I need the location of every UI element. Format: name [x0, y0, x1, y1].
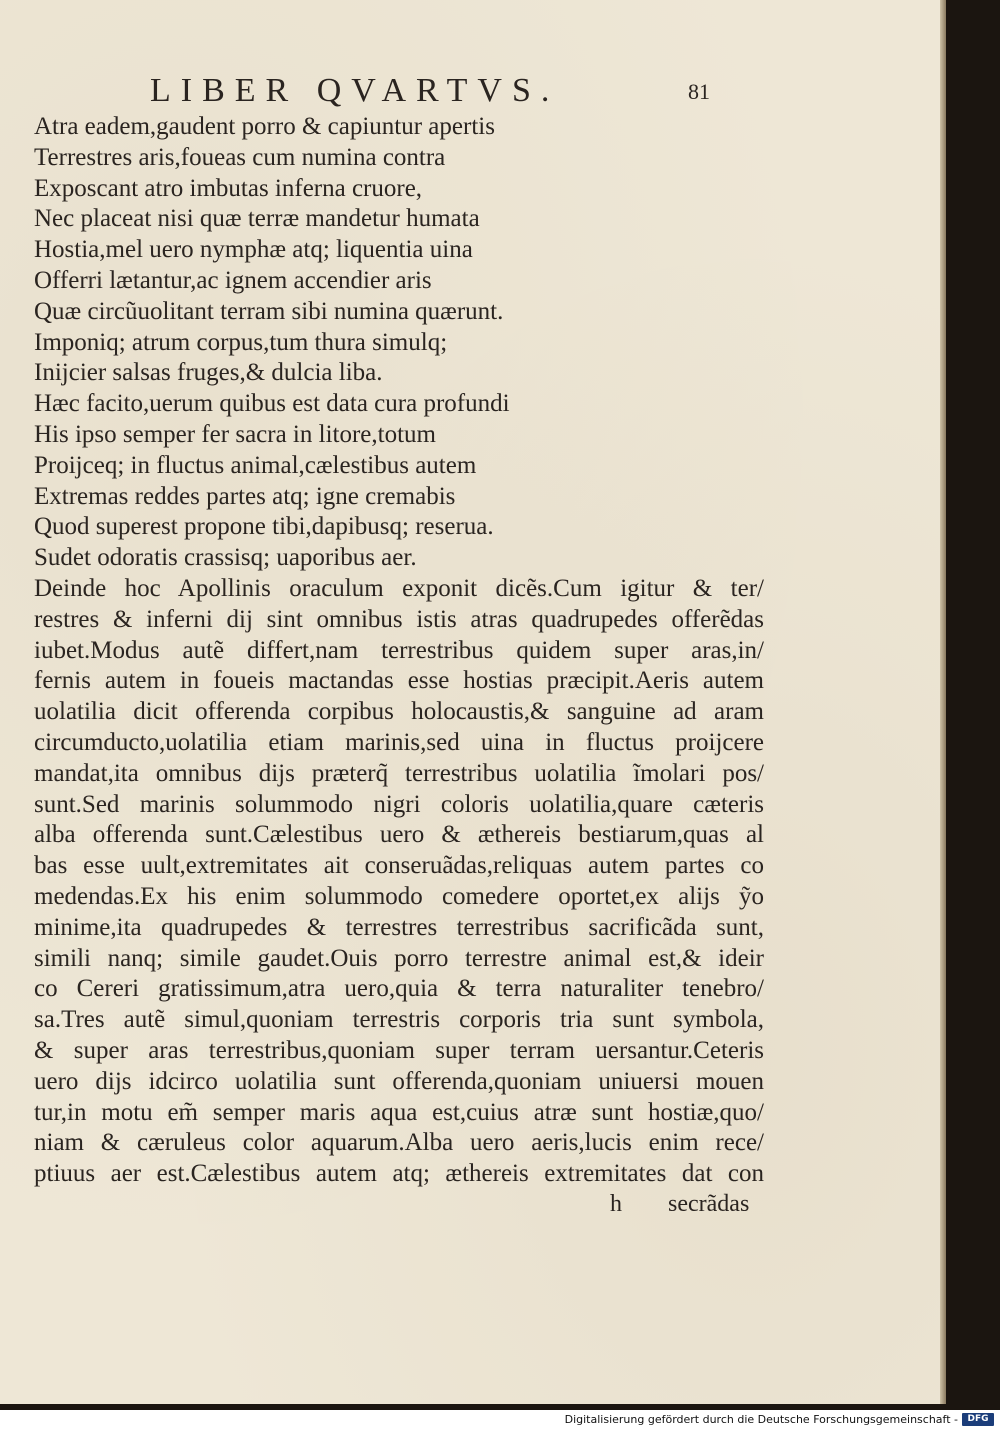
verse-line: Hostia,mel uero nymphæ atq; liquentia uina: [34, 236, 473, 264]
prose-line: uolatilia dicit offerenda corpibus holocaustis,& sanguine ad aram: [34, 698, 764, 726]
prose-block: [34, 574, 774, 1190]
dfg-logo: DFG: [962, 1413, 994, 1426]
prose-line: niam & cæruleus color aquarum.Alba uero aeris,lucis enim rece/: [34, 1129, 764, 1157]
text-block: [34, 112, 774, 1190]
prose-line: minime,ita quadrupedes & terrestres terrestribus sacrificãda sunt,: [34, 913, 764, 941]
verse-line: Exposcant atro imbutas inferna cruore,: [34, 174, 423, 202]
prose-line: tur,in motu em̃ semper maris aqua est,cuius atræ sunt hostiæ,quo/: [34, 1098, 764, 1126]
prose-line: Deinde hoc Apollinis oraculum exponit dicẽs.Cum igitur & ter/: [34, 574, 764, 602]
prose-line: circumducto,uolatilia etiam marinis,sed uina in fluctus proijcere: [34, 728, 764, 756]
verse-line: Inijcier salsas fruges,& dulcia liba.: [34, 359, 383, 387]
verse-line: Quæ circũuolitant terram sibi numina quærunt.: [34, 297, 504, 325]
verse-line: Nec placeat nisi quæ terræ mandetur humata: [34, 205, 480, 233]
prose-line: iubet.Modus autẽ differt,nam terrestribus quidem super aras,in/: [34, 636, 764, 664]
verse-line: Proijceq; in fluctus animal,cælestibus autem: [34, 451, 477, 479]
prose-line: alba offerenda sunt.Cælestibus uero & æthereis bestiarum,quas al: [34, 821, 764, 849]
verse-line: Quod superest propone tibi,dapibusq; reserua.: [34, 513, 494, 541]
verse-line: Hæc facito,uerum quibus est data cura profundi: [34, 390, 510, 418]
verse-line: Sudet odoratis crassisq; uaporibus aer.: [34, 544, 417, 572]
prose-line: bas esse uult,extremitates ait conseruãdas,reliquas autem partes co: [34, 852, 764, 880]
verse-block: [34, 112, 774, 574]
prose-line: mandat,ita omnibus dijs præterq̃ terrestribus uolatilia ĩmolari pos/: [34, 759, 764, 787]
verse-line: Extremas reddes partes atq; igne cremabis: [34, 482, 456, 510]
prose-line: simili nanq; simile gaudet.Ouis porro terrestre animal est,& ideir: [34, 944, 764, 972]
digitization-banner: [0, 1410, 1000, 1430]
prose-line: sunt.Sed marinis solummodo nigri coloris uolatilia,quare cæteris: [34, 790, 764, 818]
prose-line: & super aras terrestribus,quoniam super terram uersantur.Ceteris: [34, 1036, 764, 1064]
verse-line: Terrestres aris,foueas cum numina contra: [34, 143, 446, 171]
signature-mark: h: [610, 1191, 622, 1217]
prose-line: ptiuus aer est.Cælestibus autem atq; æthereis extremitates dat con: [34, 1160, 764, 1188]
prose-line: medendas.Ex his enim solummodo comedere oportet,ex alijs ỹo: [34, 882, 764, 910]
prose-line: uero dijs idcirco uolatilia sunt offerenda,quoniam uniuersi mouen: [34, 1067, 764, 1095]
page-edge: [940, 0, 946, 1404]
verse-line: Atra eadem,gaudent porro & capiuntur apertis: [34, 113, 495, 140]
prose-line: sa.Tres autẽ simul,quoniam terrestris corporis tria sunt symbola,: [34, 1006, 764, 1034]
prose-line: fernis autem in foueis mactandas esse hostias præcipit.Aeris autem: [34, 667, 764, 695]
catchword: secrãdas: [668, 1191, 750, 1217]
verse-line: Offerri lætantur,ac ignem accendier aris: [34, 266, 432, 294]
prose-line: co Cereri gratissimum,atra uero,quia & terra naturaliter tenebro/: [34, 975, 764, 1003]
verse-line: Imponiq; atrum corpus,tum thura simulq;: [34, 328, 448, 356]
running-head: LIBER QVARTVS.: [150, 72, 560, 109]
catchword-line: [610, 1188, 770, 1220]
funding-notice: Digitalisierung gefördert durch die Deutsche Forschungsgemeinschaft -: [564, 1413, 958, 1426]
verse-line: His ipso semper fer sacra in litore,totum: [34, 420, 436, 448]
folio-number: 81: [688, 79, 710, 104]
prose-line: restres & inferni dij sint omnibus istis atras quadrupedes offerẽdas: [34, 605, 764, 633]
